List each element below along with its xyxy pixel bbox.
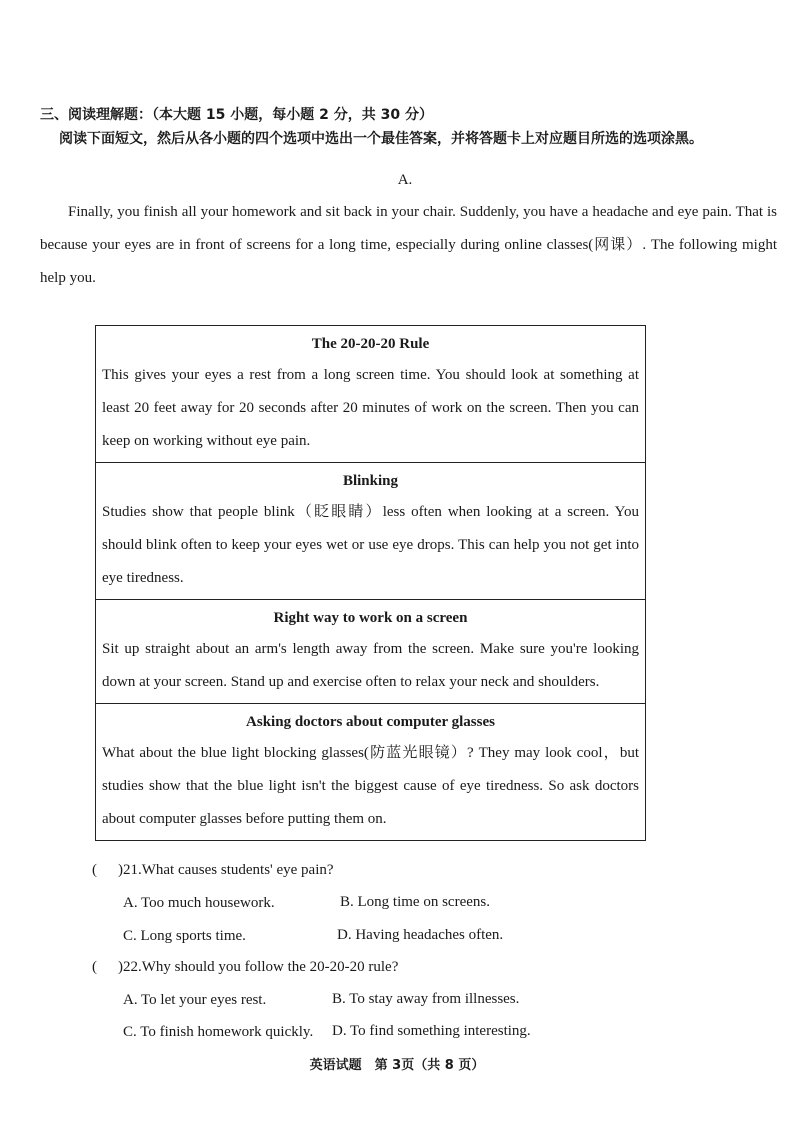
question-stem: )22.Why should you follow the 20-20-20 rule? — [118, 959, 399, 975]
question-21-option-d: D. Having headaches often. — [337, 927, 504, 943]
tip-title: Asking doctors about computer glasses — [246, 714, 495, 730]
tip-title: The 20-20-20 Rule — [311, 336, 430, 352]
tip-body: Sit up straight about an arm's length away from the screen. Make sure you're looking down at your screen. Stand up and exercise often to relax your neck and shoulders. — [102, 641, 639, 690]
answer-blank: ( — [92, 959, 97, 975]
answer-blank: ( — [92, 862, 97, 878]
question-22-option-c: C. To finish homework quickly. — [123, 1024, 314, 1040]
tip-title: Blinking — [342, 473, 399, 489]
question-21 — [92, 862, 334, 879]
tip-title: Right way to work on a screen — [273, 610, 468, 626]
question-22-option-b: B. To stay away from illnesses. — [332, 991, 520, 1007]
tip-body: This gives your eyes a rest from a long screen time. You should look at something at least 20 feet away for 20 seconds after 20 minutes of work on the screen. Then you can keep on working without eye pain. — [102, 367, 639, 449]
tip-section-right-way — [96, 600, 645, 704]
tip-body: What about the blue light blocking glasses(防蓝光眼镜）? They may look cool，but studies show that the blue light isn't the biggest cause of eye tiredness. So ask doctors about computer glasses before putting them on. — [102, 745, 639, 827]
tip-section-computer-glasses — [96, 704, 645, 840]
tip-section-blinking — [96, 463, 645, 600]
section-heading: 三、阅读理解题：（本大题 15 小题，每小题 2 分，共 30 分） — [40, 107, 433, 123]
section-instructions: 阅读下面短文，然后从各小题的四个选项中选出一个最佳答案，并将答题卡上对应题目所选的选项涂黑。 — [59, 131, 703, 147]
question-22-option-a: A. To let your eyes rest. — [123, 992, 267, 1008]
page-footer: 英语试题 第 3页（共 8 页） — [309, 1058, 485, 1073]
question-stem: )21.What causes students' eye pain? — [118, 862, 334, 878]
question-22-option-d: D. To find something interesting. — [332, 1023, 531, 1039]
passage-intro: Finally, you finish all your homework and sit back in your chair. Suddenly, you have a headache and eye pain. That is because your eyes are in front of screens for a long time, especially during online classes(网课）. The following might help you. — [40, 204, 777, 286]
question-22 — [92, 959, 398, 976]
passage-label: A. — [397, 172, 413, 188]
tip-body: Studies show that people blink（眨眼睛）less often when looking at a screen. You should blink often to keep your eyes wet or use eye drops. This can help you not get into eye tiredness. — [102, 504, 639, 586]
question-21-option-b: B. Long time on screens. — [340, 894, 490, 910]
tip-section-20-20-20-rule — [96, 326, 645, 463]
tips-table — [95, 325, 646, 841]
question-21-option-a: A. Too much housework. — [123, 895, 275, 911]
question-21-option-c: C. Long sports time. — [123, 928, 246, 944]
